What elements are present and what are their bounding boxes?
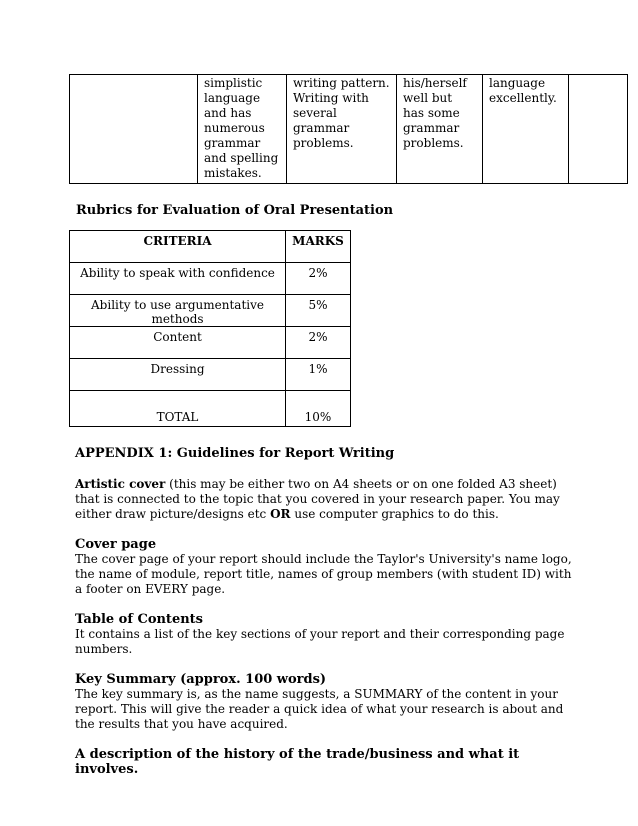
key-summary-paragraph: [75, 672, 575, 732]
artistic-cover-text-2: use computer graphics to do this.: [290, 507, 499, 521]
marks-header: MARKS: [286, 231, 351, 263]
appendix-title: APPENDIX 1: Guidelines for Report Writing: [75, 446, 395, 461]
criteria-cell: Ability to speak with confidence: [70, 263, 286, 295]
cover-page-heading: Cover page: [75, 537, 157, 552]
key-summary-heading: Key Summary (approx. 100 words): [75, 672, 327, 687]
table-cell: writing pattern. Writing with several grammar problems.: [287, 75, 397, 184]
table-cell: [569, 75, 628, 184]
table-cell: language excellently.: [483, 75, 569, 184]
appendix-section: [75, 446, 575, 792]
total-label-cell: TOTAL: [70, 391, 286, 427]
cover-page-paragraph: [75, 537, 575, 597]
table-cell: [70, 75, 198, 184]
artistic-cover-paragraph: [75, 477, 575, 522]
table-cell: his/herself well but has some grammar problems.: [397, 75, 483, 184]
cover-page-text: The cover page of your report should include the Taylor's University's name logo, the name of module, report title, names of group members (with student ID) with a footer on EVERY page.: [75, 552, 572, 596]
oral-rubric-title: Rubrics for Evaluation of Oral Presentation: [76, 203, 394, 218]
criteria-header: CRITERIA: [70, 231, 286, 263]
artistic-cover-heading: Artistic cover: [75, 477, 166, 491]
marks-cell: 2%: [286, 327, 351, 359]
toc-text: It contains a list of the key sections of your report and their corresponding page numbers.: [75, 627, 565, 656]
key-summary-text: The key summary is, as the name suggests, a SUMMARY of the content in your report. This will give the reader a quick idea of what your research is about and the results that you have acquired.: [75, 687, 564, 731]
table-row: [70, 263, 351, 295]
table-row: [70, 75, 628, 184]
marks-cell: 2%: [286, 263, 351, 295]
table-row-total: [70, 391, 351, 427]
marks-cell: 5%: [286, 295, 351, 327]
history-heading: A description of the history of the trade/business and what it involves.: [75, 747, 520, 777]
table-header-row: [70, 231, 351, 263]
table-row: [70, 295, 351, 327]
total-marks-cell: 10%: [286, 391, 351, 427]
criteria-cell: Ability to use argumentative methods: [70, 295, 286, 327]
table-row: [70, 359, 351, 391]
table-cell: simplistic language and has numerous grammar and spelling mistakes.: [198, 75, 287, 184]
toc-heading: Table of Contents: [75, 612, 203, 627]
rubric-continuation-table: [69, 74, 628, 184]
artistic-cover-text-1: (this may be either two on A4 sheets or on one folded A3 sheet) that is connected to the topic that you covered in your research paper. You may either draw picture/designs etc: [75, 477, 560, 521]
criteria-cell: Dressing: [70, 359, 286, 391]
toc-paragraph: [75, 612, 575, 657]
table-row: [70, 327, 351, 359]
marks-cell: 1%: [286, 359, 351, 391]
or-emphasis: OR: [270, 507, 291, 521]
criteria-cell: Content: [70, 327, 286, 359]
oral-rubric-table: [69, 230, 351, 427]
